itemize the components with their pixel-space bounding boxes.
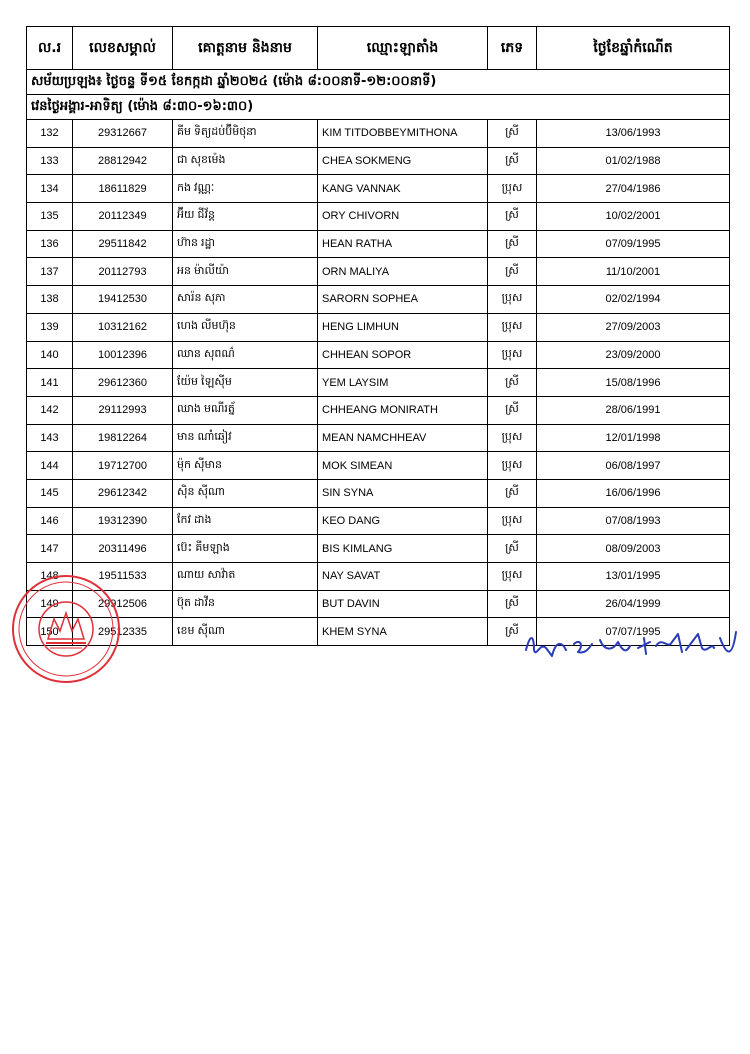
row-gender: ស្រី <box>488 618 537 646</box>
row-id: 19812264 <box>73 424 173 452</box>
row-khmer-name: ខេម ស៊ីណា <box>173 618 318 646</box>
row-khmer-name: កង វណ្ណៈ <box>173 175 318 203</box>
candidate-table <box>26 26 730 646</box>
table-row <box>27 313 730 341</box>
table-row <box>27 203 730 231</box>
table-row <box>27 590 730 618</box>
row-latin-name: BUT DAVIN <box>318 590 488 618</box>
table-row <box>27 230 730 258</box>
row-khmer-name: ស៊ិន ស៊ីណា <box>173 479 318 507</box>
row-id: 29912506 <box>73 590 173 618</box>
row-dob: 15/08/1996 <box>537 369 730 397</box>
row-dob: 11/10/2001 <box>537 258 730 286</box>
row-dob: 06/08/1997 <box>537 452 730 480</box>
row-latin-name: ORY CHIVORN <box>318 203 488 231</box>
header-no: ល.រ <box>27 27 73 70</box>
row-dob: 02/02/1994 <box>537 286 730 314</box>
row-latin-name: KHEM SYNA <box>318 618 488 646</box>
row-latin-name: KEO DANG <box>318 507 488 535</box>
row-gender: ស្រី <box>488 147 537 175</box>
table-row <box>27 507 730 535</box>
table-row <box>27 341 730 369</box>
row-id: 29312667 <box>73 120 173 148</box>
row-dob: 08/09/2003 <box>537 535 730 563</box>
shift-row <box>27 95 730 120</box>
row-gender: ស្រី <box>488 396 537 424</box>
row-gender: ប្រុស <box>488 286 537 314</box>
row-number: 146 <box>27 507 73 535</box>
row-khmer-name: ហេង លីមហ៊ុន <box>173 313 318 341</box>
header-id: លេខសម្គាល់ <box>73 27 173 70</box>
row-gender: ប្រុស <box>488 313 537 341</box>
table-row <box>27 563 730 591</box>
row-number: 149 <box>27 590 73 618</box>
row-dob: 13/01/1995 <box>537 563 730 591</box>
row-dob: 01/02/1988 <box>537 147 730 175</box>
row-gender: ប្រុស <box>488 507 537 535</box>
row-gender: ស្រី <box>488 230 537 258</box>
row-gender: ស្រី <box>488 479 537 507</box>
row-latin-name: ORN MALIYA <box>318 258 488 286</box>
row-latin-name: CHHEANG MONIRATH <box>318 396 488 424</box>
table-row <box>27 452 730 480</box>
row-id: 28812942 <box>73 147 173 175</box>
row-id: 20112793 <box>73 258 173 286</box>
row-id: 20112349 <box>73 203 173 231</box>
row-id: 19412530 <box>73 286 173 314</box>
row-khmer-name: ប៊េះ គីមឡាង <box>173 535 318 563</box>
signature-icon <box>522 620 740 676</box>
table-row <box>27 396 730 424</box>
row-dob: 16/06/1996 <box>537 479 730 507</box>
row-latin-name: SIN SYNA <box>318 479 488 507</box>
row-number: 133 <box>27 147 73 175</box>
row-number: 141 <box>27 369 73 397</box>
row-latin-name: BIS KIMLANG <box>318 535 488 563</box>
table-row <box>27 286 730 314</box>
row-dob: 07/09/1995 <box>537 230 730 258</box>
row-khmer-name: ជា សុខម៉េង <box>173 147 318 175</box>
row-khmer-name: ហ៊ាន រដ្ឋា <box>173 230 318 258</box>
row-id: 19712700 <box>73 452 173 480</box>
row-number: 142 <box>27 396 73 424</box>
table-row <box>27 369 730 397</box>
row-dob: 23/09/2000 <box>537 341 730 369</box>
row-khmer-name: អ៊ីយ ជីវ័ន្ត <box>173 203 318 231</box>
row-number: 137 <box>27 258 73 286</box>
header-row <box>27 27 730 70</box>
row-latin-name: NAY SAVAT <box>318 563 488 591</box>
row-dob: 10/02/2001 <box>537 203 730 231</box>
row-khmer-name: ណាយ សាវ៉ាត <box>173 563 318 591</box>
row-dob: 27/04/1986 <box>537 175 730 203</box>
row-latin-name: MOK SIMEAN <box>318 452 488 480</box>
row-id: 18611829 <box>73 175 173 203</box>
row-number: 139 <box>27 313 73 341</box>
row-number: 135 <box>27 203 73 231</box>
row-gender: ប្រុស <box>488 452 537 480</box>
row-gender: ប្រុស <box>488 424 537 452</box>
row-number: 138 <box>27 286 73 314</box>
row-id: 19312390 <box>73 507 173 535</box>
row-latin-name: KIM TITDOBBEYMITHONA <box>318 120 488 148</box>
row-id: 29612360 <box>73 369 173 397</box>
row-latin-name: MEAN NAMCHHEAV <box>318 424 488 452</box>
row-khmer-name: ប៊ុត ដាវីន <box>173 590 318 618</box>
row-gender: ស្រី <box>488 258 537 286</box>
row-dob: 07/08/1993 <box>537 507 730 535</box>
table-row <box>27 258 730 286</box>
row-gender: ស្រី <box>488 590 537 618</box>
session-row <box>27 70 730 95</box>
row-number: 143 <box>27 424 73 452</box>
table-row <box>27 120 730 148</box>
official-seal-icon <box>10 573 122 685</box>
row-latin-name: HEAN RATHA <box>318 230 488 258</box>
row-latin-name: HENG LIMHUN <box>318 313 488 341</box>
header-gender: ភេទ <box>488 27 537 70</box>
row-id: 10012396 <box>73 341 173 369</box>
row-dob: 07/07/1995 <box>537 618 730 646</box>
row-gender: ប្រុស <box>488 563 537 591</box>
row-id: 29112993 <box>73 396 173 424</box>
row-gender: ប្រុស <box>488 341 537 369</box>
row-dob: 13/06/1993 <box>537 120 730 148</box>
header-latin-name: ឈ្មោះឡាតាំង <box>318 27 488 70</box>
row-id: 19511533 <box>73 563 173 591</box>
row-id: 29512335 <box>73 618 173 646</box>
row-latin-name: CHHEAN SOPOR <box>318 341 488 369</box>
row-latin-name: CHEA SOKMENG <box>318 147 488 175</box>
row-khmer-name: មាន ណាំឆៀវ <box>173 424 318 452</box>
table-row <box>27 147 730 175</box>
header-dob: ថ្ងៃខែឆ្នាំកំណើត <box>537 27 730 70</box>
row-latin-name: KANG VANNAK <box>318 175 488 203</box>
table-row <box>27 175 730 203</box>
row-khmer-name: សារ៉ន សុភា <box>173 286 318 314</box>
row-latin-name: SARORN SOPHEA <box>318 286 488 314</box>
candidate-list-sheet <box>26 26 729 646</box>
row-khmer-name: ឈាន សុពណ៌ <box>173 341 318 369</box>
row-number: 148 <box>27 563 73 591</box>
row-number: 140 <box>27 341 73 369</box>
row-gender: ស្រី <box>488 203 537 231</box>
row-dob: 28/06/1991 <box>537 396 730 424</box>
row-number: 132 <box>27 120 73 148</box>
row-id: 29511842 <box>73 230 173 258</box>
row-khmer-name: កែវ ដាង <box>173 507 318 535</box>
table-row <box>27 479 730 507</box>
session-date-text: សម័យប្រឡង៖ ថ្ងៃចន្ទ ទី១៥ ខែកក្កដា ឆ្នាំ២០២៤ (ម៉ោង ៨:០០នាទី-១២:០០នាទី) <box>27 70 730 95</box>
row-dob: 26/04/1999 <box>537 590 730 618</box>
row-khmer-name: ម៉ុក ស៊ីមាន <box>173 452 318 480</box>
row-khmer-name: ឈាង មណីរត្ន័ <box>173 396 318 424</box>
row-number: 145 <box>27 479 73 507</box>
row-gender: ស្រី <box>488 535 537 563</box>
shift-text: វេនថ្ងៃអង្គារ-អាទិត្យ (ម៉ោង ៨:៣០-១៦:៣០) <box>27 95 730 120</box>
row-number: 147 <box>27 535 73 563</box>
table-row <box>27 424 730 452</box>
row-number: 144 <box>27 452 73 480</box>
row-id: 10312162 <box>73 313 173 341</box>
row-number: 134 <box>27 175 73 203</box>
header-khmer-name: គោត្តនាម និងនាម <box>173 27 318 70</box>
row-number: 136 <box>27 230 73 258</box>
row-id: 20311496 <box>73 535 173 563</box>
table-row <box>27 535 730 563</box>
row-khmer-name: អន ម៉ាលីយ៉ា <box>173 258 318 286</box>
row-khmer-name: យ៉ែម ឡៃស៊ីម <box>173 369 318 397</box>
row-latin-name: YEM LAYSIM <box>318 369 488 397</box>
row-khmer-name: គីម ទិត្យដប់ប៊ីមិថុនា <box>173 120 318 148</box>
row-dob: 12/01/1998 <box>537 424 730 452</box>
row-id: 29612342 <box>73 479 173 507</box>
row-dob: 27/09/2003 <box>537 313 730 341</box>
row-number: 150 <box>27 618 73 646</box>
row-gender: ប្រុស <box>488 175 537 203</box>
row-gender: ស្រី <box>488 120 537 148</box>
row-gender: ស្រី <box>488 369 537 397</box>
